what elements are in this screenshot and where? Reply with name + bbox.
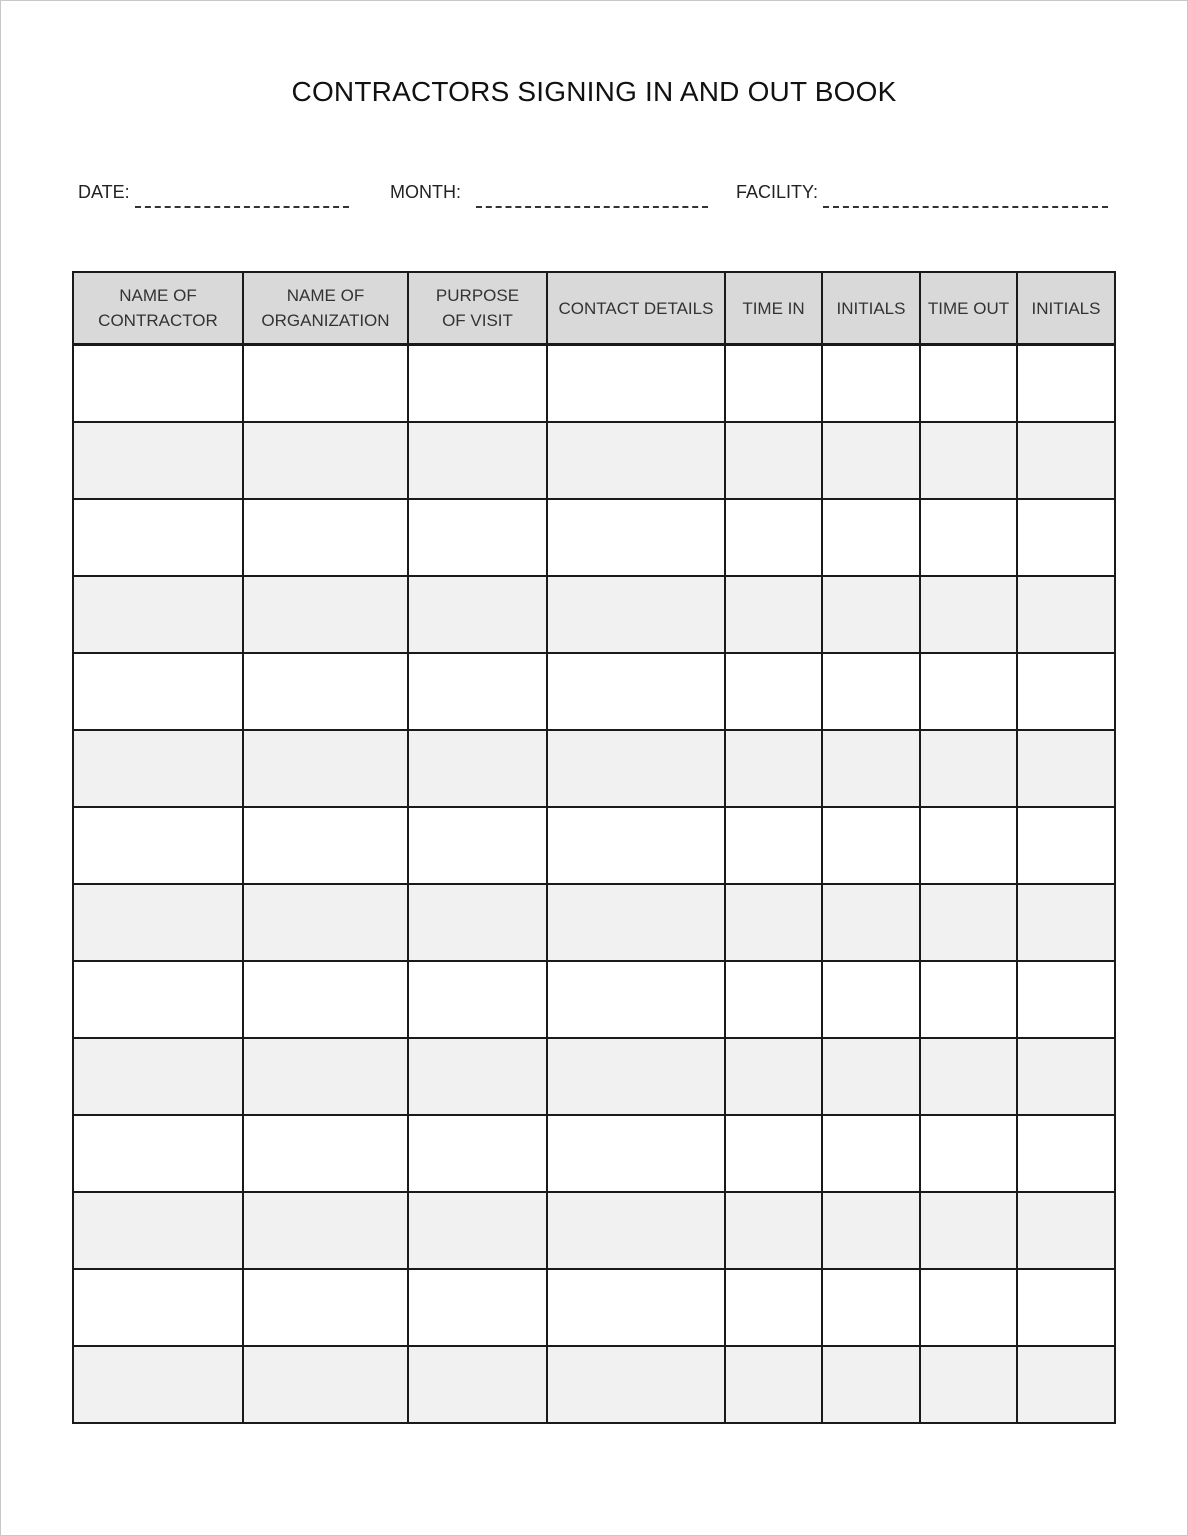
contact-details-cell[interactable] (547, 1192, 725, 1269)
initials-in-cell[interactable] (822, 961, 920, 1038)
contact-details-cell[interactable] (547, 884, 725, 961)
name-of-contractor-cell[interactable] (73, 1115, 243, 1192)
contact-details-cell[interactable] (547, 730, 725, 807)
name-of-organization-cell[interactable] (243, 730, 408, 807)
table-row (73, 730, 1115, 807)
purpose-of-visit-cell[interactable] (408, 730, 547, 807)
table-row (73, 884, 1115, 961)
name-of-contractor-cell[interactable] (73, 1269, 243, 1346)
initials-out-cell[interactable] (1017, 1038, 1115, 1115)
name-of-contractor-cell[interactable] (73, 1038, 243, 1115)
sign-in-out-table (72, 271, 1116, 1424)
initials-in-cell[interactable] (822, 730, 920, 807)
table-row (73, 807, 1115, 884)
header-time-out: TIME OUT (920, 272, 1017, 345)
time-out-cell[interactable] (920, 422, 1017, 499)
name-of-organization-cell[interactable] (243, 961, 408, 1038)
month-fill-line[interactable] (476, 206, 708, 208)
table-row (73, 345, 1115, 423)
time-in-cell[interactable] (725, 1038, 822, 1115)
time-out-cell[interactable] (920, 345, 1017, 423)
contact-details-cell[interactable] (547, 576, 725, 653)
contact-details-cell[interactable] (547, 807, 725, 884)
purpose-of-visit-cell[interactable] (408, 1192, 547, 1269)
time-out-cell[interactable] (920, 499, 1017, 576)
time-in-cell[interactable] (725, 884, 822, 961)
time-in-cell[interactable] (725, 1346, 822, 1423)
name-of-organization-cell[interactable] (243, 653, 408, 730)
name-of-organization-cell[interactable] (243, 422, 408, 499)
table-row (73, 499, 1115, 576)
time-in-cell[interactable] (725, 576, 822, 653)
table-body (73, 345, 1115, 1424)
initials-out-cell[interactable] (1017, 1115, 1115, 1192)
time-in-cell[interactable] (725, 422, 822, 499)
date-label: DATE: (78, 182, 130, 202)
initials-out-cell[interactable] (1017, 345, 1115, 423)
time-out-cell[interactable] (920, 807, 1017, 884)
page-title: CONTRACTORS SIGNING IN AND OUT BOOK (291, 76, 897, 107)
time-out-cell[interactable] (920, 1115, 1017, 1192)
time-in-cell[interactable] (725, 1115, 822, 1192)
name-of-contractor-cell[interactable] (73, 576, 243, 653)
purpose-of-visit-cell[interactable] (408, 1346, 547, 1423)
initials-in-cell[interactable] (822, 1192, 920, 1269)
facility-field (736, 182, 1111, 212)
table-row (73, 1115, 1115, 1192)
name-of-contractor-cell[interactable] (73, 1192, 243, 1269)
time-in-cell[interactable] (725, 1269, 822, 1346)
time-out-cell[interactable] (920, 1346, 1017, 1423)
contact-details-cell[interactable] (547, 422, 725, 499)
name-of-organization-cell[interactable] (243, 1115, 408, 1192)
name-of-contractor-cell[interactable] (73, 653, 243, 730)
name-of-contractor-cell[interactable] (73, 422, 243, 499)
time-out-cell[interactable] (920, 1038, 1017, 1115)
initials-in-cell[interactable] (822, 1346, 920, 1423)
name-of-organization-cell[interactable] (243, 1038, 408, 1115)
time-out-cell[interactable] (920, 730, 1017, 807)
table-row (73, 1038, 1115, 1115)
facility-label: FACILITY: (736, 182, 819, 202)
table-header-row (73, 272, 1115, 345)
contact-details-cell[interactable] (547, 499, 725, 576)
table-row (73, 422, 1115, 499)
purpose-of-visit-cell[interactable] (408, 961, 547, 1038)
initials-out-cell[interactable] (1017, 653, 1115, 730)
initials-out-cell[interactable] (1017, 576, 1115, 653)
name-of-organization-cell[interactable] (243, 499, 408, 576)
contact-details-cell[interactable] (547, 1346, 725, 1423)
purpose-of-visit-cell[interactable] (408, 807, 547, 884)
initials-out-cell[interactable] (1017, 1269, 1115, 1346)
table-row (73, 1346, 1115, 1423)
initials-out-cell[interactable] (1017, 499, 1115, 576)
purpose-of-visit-cell[interactable] (408, 653, 547, 730)
initials-in-cell[interactable] (822, 1115, 920, 1192)
time-out-cell[interactable] (920, 1192, 1017, 1269)
month-label: MONTH: (390, 182, 461, 202)
purpose-of-visit-cell[interactable] (408, 499, 547, 576)
name-of-organization-cell[interactable] (243, 1269, 408, 1346)
initials-out-cell[interactable] (1017, 730, 1115, 807)
time-out-cell[interactable] (920, 884, 1017, 961)
header-purpose-of-visit: PURPOSE OF VISIT (408, 272, 547, 345)
contact-details-cell[interactable] (547, 1269, 725, 1346)
time-in-cell[interactable] (725, 961, 822, 1038)
purpose-of-visit-cell[interactable] (408, 422, 547, 499)
time-in-cell[interactable] (725, 730, 822, 807)
time-out-cell[interactable] (920, 653, 1017, 730)
header-initials-in: INITIALS (822, 272, 920, 345)
table-row (73, 961, 1115, 1038)
header-initials-out: INITIALS (1017, 272, 1115, 345)
time-in-cell[interactable] (725, 1192, 822, 1269)
month-field (390, 182, 710, 212)
name-of-contractor-cell[interactable] (73, 807, 243, 884)
name-of-organization-cell[interactable] (243, 807, 408, 884)
name-of-contractor-cell[interactable] (73, 1346, 243, 1423)
date-field (78, 182, 353, 212)
contact-details-cell[interactable] (547, 653, 725, 730)
contact-details-cell[interactable] (547, 1115, 725, 1192)
initials-in-cell[interactable] (822, 422, 920, 499)
time-in-cell[interactable] (725, 653, 822, 730)
name-of-contractor-cell[interactable] (73, 730, 243, 807)
initials-in-cell[interactable] (822, 576, 920, 653)
date-fill-line[interactable] (135, 206, 349, 208)
initials-in-cell[interactable] (822, 1269, 920, 1346)
purpose-of-visit-cell[interactable] (408, 1115, 547, 1192)
header-name-of-contractor: NAME OF CONTRACTOR (73, 272, 243, 345)
time-in-cell[interactable] (725, 345, 822, 423)
initials-in-cell[interactable] (822, 884, 920, 961)
name-of-contractor-cell[interactable] (73, 961, 243, 1038)
initials-out-cell[interactable] (1017, 807, 1115, 884)
initials-out-cell[interactable] (1017, 1192, 1115, 1269)
table-row (73, 653, 1115, 730)
table-row (73, 576, 1115, 653)
initials-in-cell[interactable] (822, 345, 920, 423)
initials-out-cell[interactable] (1017, 884, 1115, 961)
initials-in-cell[interactable] (822, 499, 920, 576)
table-row (73, 1192, 1115, 1269)
contact-details-cell[interactable] (547, 1038, 725, 1115)
name-of-contractor-cell[interactable] (73, 499, 243, 576)
initials-out-cell[interactable] (1017, 422, 1115, 499)
initials-in-cell[interactable] (822, 1038, 920, 1115)
name-of-organization-cell[interactable] (243, 1192, 408, 1269)
facility-fill-line[interactable] (823, 206, 1108, 208)
time-in-cell[interactable] (725, 807, 822, 884)
contact-details-cell[interactable] (547, 345, 725, 423)
time-out-cell[interactable] (920, 576, 1017, 653)
time-out-cell[interactable] (920, 1269, 1017, 1346)
initials-out-cell[interactable] (1017, 961, 1115, 1038)
purpose-of-visit-cell[interactable] (408, 1038, 547, 1115)
name-of-organization-cell[interactable] (243, 1346, 408, 1423)
header-contact-details: CONTACT DETAILS (547, 272, 725, 345)
initials-in-cell[interactable] (822, 653, 920, 730)
time-in-cell[interactable] (725, 499, 822, 576)
contact-details-cell[interactable] (547, 961, 725, 1038)
header-time-in: TIME IN (725, 272, 822, 345)
initials-in-cell[interactable] (822, 807, 920, 884)
name-of-organization-cell[interactable] (243, 345, 408, 423)
name-of-organization-cell[interactable] (243, 884, 408, 961)
name-of-contractor-cell[interactable] (73, 345, 243, 423)
name-of-organization-cell[interactable] (243, 576, 408, 653)
initials-out-cell[interactable] (1017, 1346, 1115, 1423)
purpose-of-visit-cell[interactable] (408, 576, 547, 653)
name-of-contractor-cell[interactable] (73, 884, 243, 961)
table-row (73, 1269, 1115, 1346)
header-name-of-organization: NAME OF ORGANIZATION (243, 272, 408, 345)
time-out-cell[interactable] (920, 961, 1017, 1038)
purpose-of-visit-cell[interactable] (408, 345, 547, 423)
purpose-of-visit-cell[interactable] (408, 884, 547, 961)
purpose-of-visit-cell[interactable] (408, 1269, 547, 1346)
